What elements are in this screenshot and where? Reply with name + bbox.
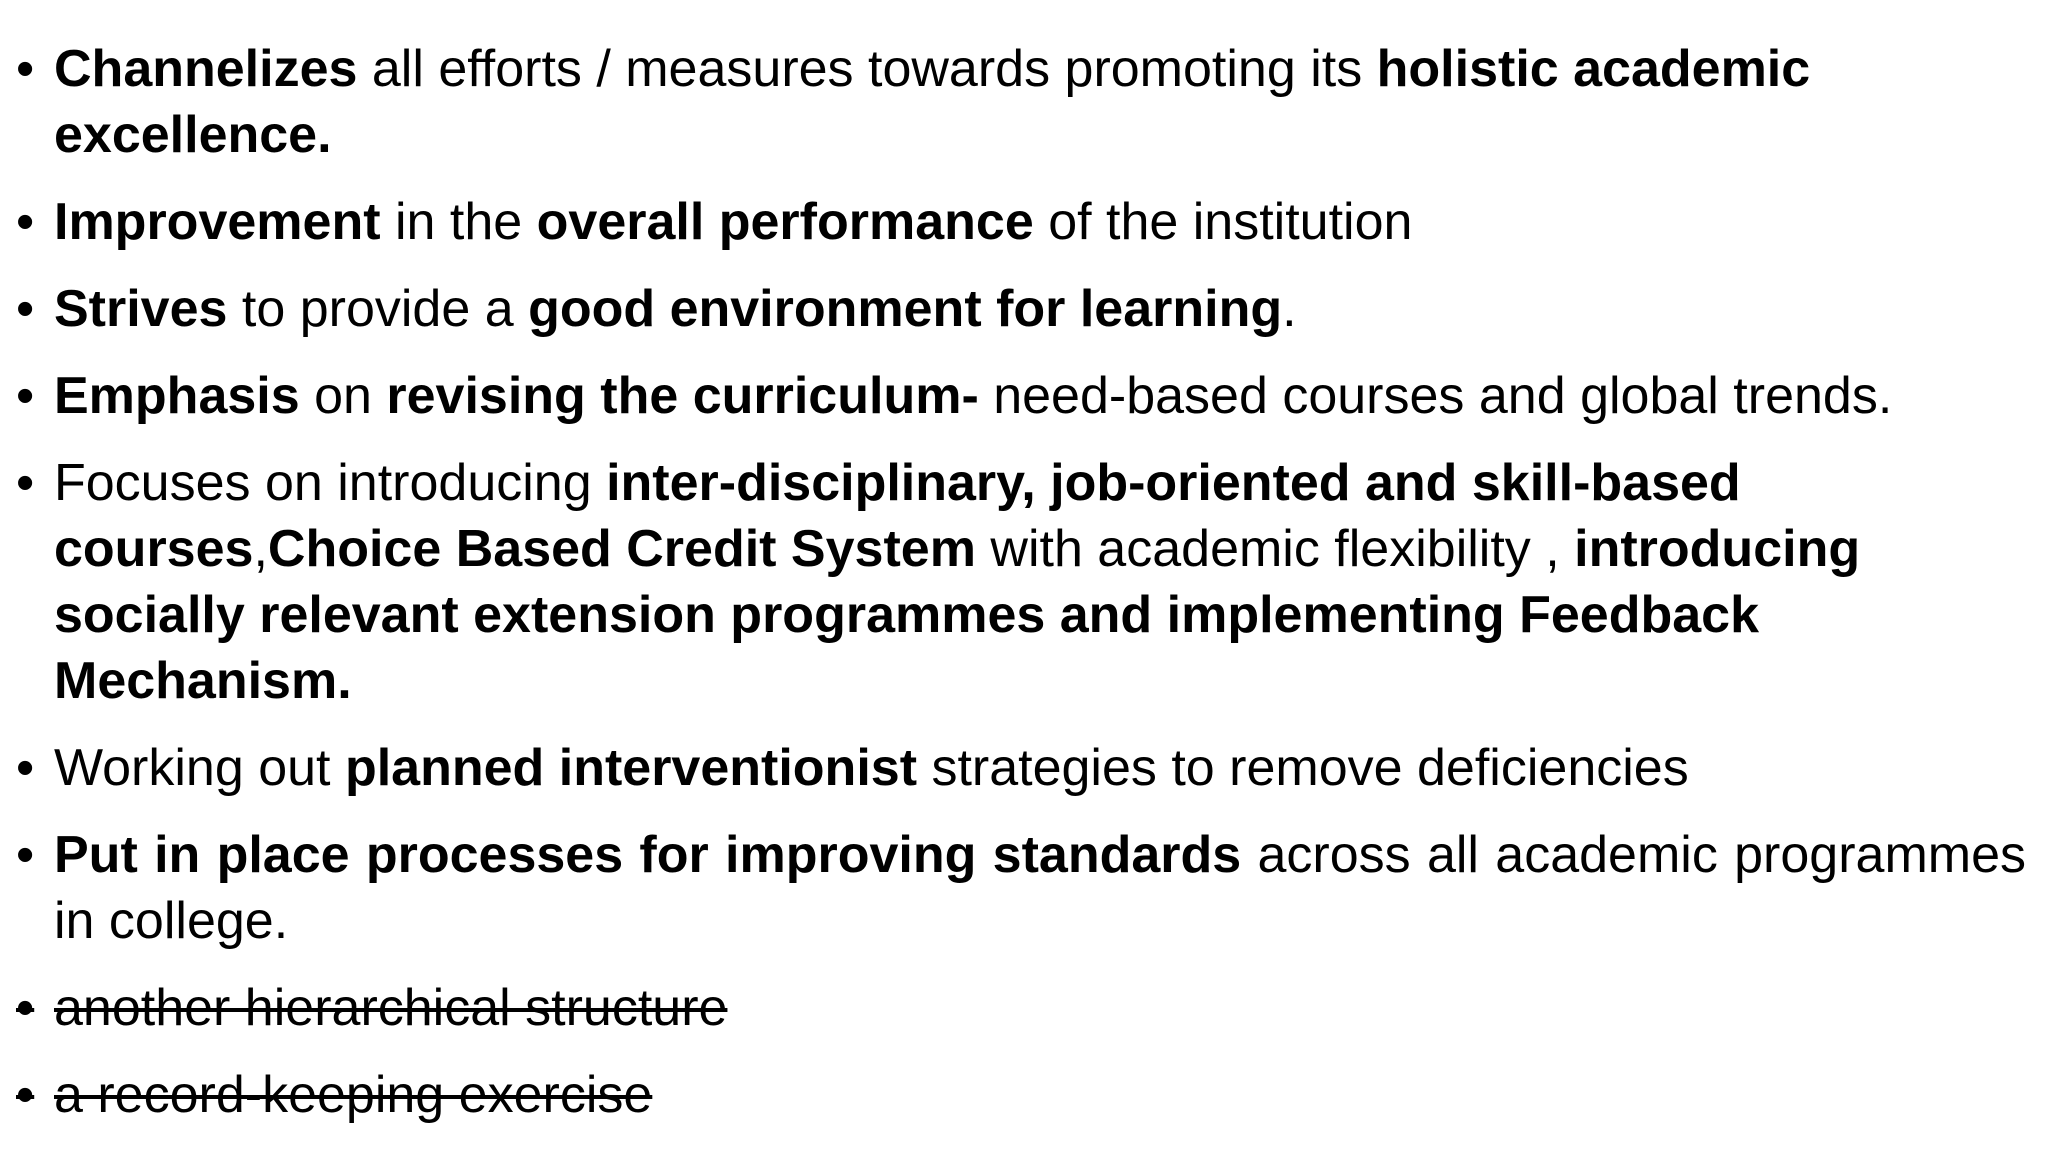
bullet-text bbox=[54, 280, 1297, 338]
bullet-item bbox=[16, 189, 2026, 255]
text-segment: across all academic programmes in college. bbox=[54, 826, 2026, 950]
text-segment: to provide a bbox=[227, 280, 529, 338]
text-segment: . bbox=[1282, 280, 1297, 338]
bold-text-segment: Improvement bbox=[54, 193, 381, 251]
bold-text-segment: overall performance bbox=[536, 193, 1034, 251]
bullet-text bbox=[54, 1066, 652, 1124]
bullet-dot-icon: • bbox=[16, 454, 35, 512]
bold-text-segment: Choice Based Credit System bbox=[267, 520, 976, 578]
bold-text-segment: inter-disciplinary, job-oriented and skill-based courses bbox=[54, 454, 1741, 578]
text-segment: Focuses on introducing bbox=[54, 454, 607, 512]
bullet-item bbox=[16, 735, 2026, 801]
text-segment: in the bbox=[380, 193, 537, 251]
struck-bullet-item bbox=[16, 975, 2026, 1041]
text-segment: on bbox=[299, 367, 387, 425]
text-segment: another hierarchical structure bbox=[54, 979, 728, 1037]
text-segment: a record-keeping exercise bbox=[54, 1066, 653, 1124]
bullet-item bbox=[16, 450, 2026, 714]
bullet-text bbox=[54, 367, 1892, 425]
bullet-item bbox=[16, 36, 2026, 168]
bullet-item bbox=[16, 363, 2026, 429]
bullet-list bbox=[16, 36, 2026, 1149]
bold-text-segment: holistic academic excellence. bbox=[54, 40, 1811, 164]
bullet-dot-icon: • bbox=[16, 280, 35, 338]
text-segment: strategies to remove deficiencies bbox=[917, 739, 1689, 797]
bullet-dot-icon: • bbox=[16, 826, 35, 884]
text-segment: Working out bbox=[54, 739, 345, 797]
text-segment: with academic flexibility , bbox=[975, 520, 1575, 578]
bullet-dot-icon: • bbox=[16, 739, 35, 797]
bullet-text bbox=[54, 193, 1412, 251]
text-segment: all efforts / measures towards promoting its bbox=[357, 40, 1377, 98]
bullet-text bbox=[54, 822, 2026, 954]
text-segment: of the institution bbox=[1033, 193, 1413, 251]
bullet-text bbox=[54, 979, 727, 1037]
bold-text-segment: introducing socially relevant extension programmes and implementing Feedback Mechanism. bbox=[54, 520, 1861, 710]
struck-bullet-item bbox=[16, 1062, 2026, 1128]
bullet-dot-icon: • bbox=[16, 40, 35, 98]
bullet-text bbox=[54, 40, 1810, 164]
bold-text-segment: Strives bbox=[54, 280, 228, 338]
bold-text-segment: Channelizes bbox=[54, 40, 358, 98]
bullet-dot-icon: • bbox=[16, 979, 35, 1037]
bullet-item bbox=[16, 822, 2026, 954]
text-segment: , bbox=[253, 520, 268, 578]
bold-text-segment: planned interventionist bbox=[344, 739, 918, 797]
bold-text-segment: Put in place processes for improving standards bbox=[54, 826, 1242, 884]
bullet-dot-icon: • bbox=[16, 1066, 35, 1124]
bullet-dot-icon: • bbox=[16, 367, 35, 425]
bullet-item bbox=[16, 276, 2026, 342]
bold-text-segment: Emphasis bbox=[54, 367, 300, 425]
bold-text-segment: revising the curriculum- bbox=[386, 367, 979, 425]
bullet-text bbox=[54, 454, 1860, 710]
text-segment: need-based courses and global trends. bbox=[978, 367, 1893, 425]
bullet-text bbox=[54, 739, 1689, 797]
bullet-dot-icon: • bbox=[16, 193, 35, 251]
bold-text-segment: good environment for learning bbox=[528, 280, 1283, 338]
